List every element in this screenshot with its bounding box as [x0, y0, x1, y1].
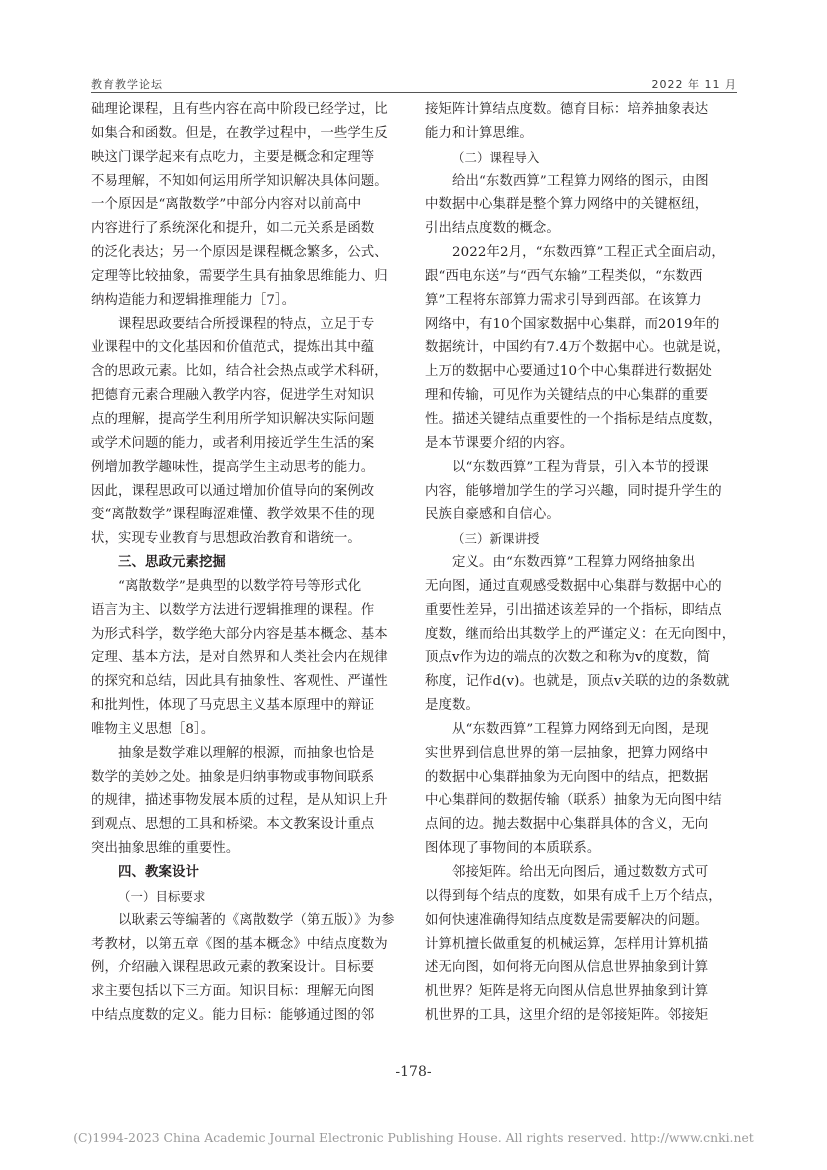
text-line: 中心集群间的数据传输（联系）抽象为无向图中结: [425, 793, 722, 809]
text-line: 是度数。: [425, 698, 479, 714]
text-line: 因此，课程思政可以通过增加价值导向的案例改: [91, 483, 375, 499]
text-line: 重要性差异，引出描述该差异的一个指标，即结点: [425, 602, 722, 618]
text-line: 是本节课要介绍的内容。: [425, 435, 574, 451]
subsection-heading: （一）目标要求: [118, 888, 206, 904]
text-line: 础理论课程，且有些内容在高中阶段已经学过，比: [91, 102, 388, 117]
text-line: 网络中，有10个国家数据中心集群，而2019年的: [425, 316, 720, 332]
text-line: 一个原因是“离散数学”中部分内容对以前高中: [91, 197, 362, 213]
text-line: 从“东数西算”工程算力网络到无向图，是现: [452, 721, 709, 737]
text-line: 以得到每个结点的度数，如果有成千上万个结点，: [425, 888, 722, 904]
section-heading: 四、教案设计: [118, 864, 199, 880]
text-line: 邻接矩阵。给出无向图后，通过数数方式可: [452, 865, 709, 880]
text-line: 考教材，以第五章《图的基本概念》中结点度数为: [91, 936, 388, 952]
text-line: 如何快速准确得知结点度数是需要解决的问题。: [425, 912, 709, 928]
issue-date: 2022 年 11 月: [651, 78, 737, 91]
text-line: 计算机擅长做重复的机械运算，怎样用计算机描: [425, 936, 709, 952]
text-line: 跟“西电东送”与“西气东输”工程类似，“东数西: [425, 268, 703, 284]
text-line: 定理、基本方法，是对自然界和人类社会内在规律: [91, 650, 388, 666]
subsection-heading: （三）新课讲授: [452, 531, 540, 547]
text-line: 内容进行了系统深化和提升，如二元关系是函数: [91, 221, 375, 237]
text-line: 接矩阵计算结点度数。德育目标：培养抽象表达: [425, 102, 709, 117]
text-line: 例，介绍融入课程思政元素的教案设计。目标要: [91, 960, 375, 976]
text-line: “离散数学”是典型的以数学符号等形式化: [118, 578, 362, 594]
text-line: 纳构造能力和逻辑推理能力［7］。: [91, 292, 296, 308]
text-line: 能力和计算思维。: [425, 125, 533, 141]
section-heading: 三、思政元素挖掘: [118, 554, 226, 571]
text-line: 的规律，描述事物发展本质的过程，是从知识上升: [91, 793, 388, 809]
text-line: 无向图，通过直观感受数据中心集群与数据中心的: [425, 578, 722, 594]
text-line: 引出结点度数的概念。: [425, 221, 560, 237]
text-line: 如集合和函数。但是，在教学过程中，一些学生反: [91, 125, 388, 141]
text-line: 点的理解，提高学生利用所学知识解决实际问题: [91, 411, 375, 427]
text-line: 性。描述关键结点重要性的一个指标是结点度数，: [425, 411, 722, 427]
text-line: 定理等比较抽象，需要学生具有抽象思维能力、归: [91, 268, 388, 284]
subsection-heading: （二）课程导入: [452, 149, 540, 165]
text-line: 例增加教学趣味性，提高学生主动思考的能力。: [91, 459, 375, 475]
text-line: 称度，记作d(v)。也就是，顶点v关联的边的条数就: [425, 674, 730, 690]
text-line: 定义。由“东数西算”工程算力网络抽象出: [452, 555, 696, 571]
text-line: 和批判性，体现了马克思主义基本原理中的辩证: [91, 698, 375, 714]
text-line: 机世界的工具，这里介绍的是邻接矩阵。邻接矩: [425, 1008, 709, 1024]
right-column: [425, 98, 739, 1028]
text-line: 含的思政元素。比如，结合社会热点或学术科研，: [91, 364, 388, 380]
text-line: 抽象是数学难以理解的根源，而抽象也恰是: [118, 745, 375, 761]
text-line: 实世界到信息世界的第一层抽象，把算力网络中: [425, 745, 709, 761]
text-line: 中数据中心集群是整个算力网络中的关键枢纽，: [425, 197, 709, 213]
text-line: 以“东数西算”工程为背景，引入本节的授课: [452, 459, 709, 475]
text-line: 唯物主义思想［8］。: [91, 721, 215, 737]
text-line: 点间的边。抛去数据中心集群具体的含义，无向: [425, 817, 709, 833]
header-rule: [91, 92, 737, 93]
text-line: 算”工程将东部算力需求引导到西部。在该算力: [425, 292, 702, 308]
text-line: 或学术问题的能力，或者利用接近学生生活的案: [91, 435, 375, 451]
text-line: 数据统计，中国约有7.4万个数据中心。也就是说，: [425, 340, 730, 356]
text-line: 2022年2月，“东数西算”工程正式全面启动，: [452, 245, 725, 261]
text-line: 业课程中的文化基因和价值范式，提炼出其中蕴: [91, 340, 375, 356]
text-line: 数学的美妙之处。抽象是归纳事物或事物间联系: [91, 769, 375, 785]
text-line: 以耿素云等编著的《离散数学（第五版）》为参: [118, 912, 395, 928]
text-line: 不易理解，不知如何运用所学知识解决具体问题。: [91, 173, 388, 189]
text-line: 变“离散数学”课程晦涩难懂、教学效果不佳的现: [91, 507, 375, 523]
text-line: 内容，能够增加学生的学习兴趣，同时提升学生的: [425, 483, 722, 499]
text-line: 度数，继而给出其数学上的严谨定义：在无向图中，: [425, 626, 736, 642]
text-line: 求主要包括以下三方面。知识目标：理解无向图: [91, 984, 375, 1000]
text-line: 中结点度数的定义。能力目标：能够通过图的邻: [91, 1008, 375, 1024]
text-line: 突出抽象思维的重要性。: [91, 841, 240, 857]
page-number: -178-: [395, 1064, 432, 1080]
text-line: 民族自豪感和自信心。: [425, 507, 560, 523]
text-line: 到观点、思想的工具和桥梁。本文教案设计重点: [91, 817, 375, 833]
text-line: 的泛化表达；另一个原因是课程概念繁多，公式、: [91, 245, 388, 261]
left-column: [91, 98, 405, 1028]
text-line: 的数据中心集群抽象为无向图中的结点，把数据: [425, 769, 709, 785]
copyright-footer: (C)1994-2023 China Academic Journal Electronic Publishing House. All rights reserved. http://www.cnki.net: [73, 1130, 754, 1145]
text-line: 机世界？矩阵是将无向图从信息世界抽象到计算: [425, 984, 709, 1000]
text-line: 映这门课学起来有点吃力，主要是概念和定理等: [91, 149, 375, 165]
text-line: 的探究和总结，因此具有抽象性、客观性、严谨性: [91, 674, 388, 690]
text-line: 课程思政要结合所授课程的特点，立足于专: [118, 316, 375, 332]
journal-title: 教育教学论坛: [91, 78, 163, 91]
text-line: 状，实现专业教育与思想政治教育和谐统一。: [91, 531, 361, 547]
text-line: 顶点v作为边的端点的次数之和称为v的度数，简: [425, 650, 711, 666]
text-line: 给出“东数西算”工程算力网络的图示，由图: [452, 173, 709, 189]
text-line: 把德育元素合理融入教学内容，促进学生对知识: [91, 388, 375, 404]
text-line: 理和传输，可见作为关键结点的中心集群的重要: [425, 388, 709, 404]
text-line: 上万的数据中心要通过10个中心集群进行数据处: [425, 364, 713, 380]
text-line: 图体现了事物间的本质联系。: [425, 841, 601, 857]
text-line: 述无向图，如何将无向图从信息世界抽象到计算: [425, 960, 709, 976]
text-line: 语言为主、以数学方法进行逻辑推理的课程。作: [91, 602, 375, 618]
text-line: 为形式科学，数学绝大部分内容是基本概念、基本: [91, 626, 388, 642]
